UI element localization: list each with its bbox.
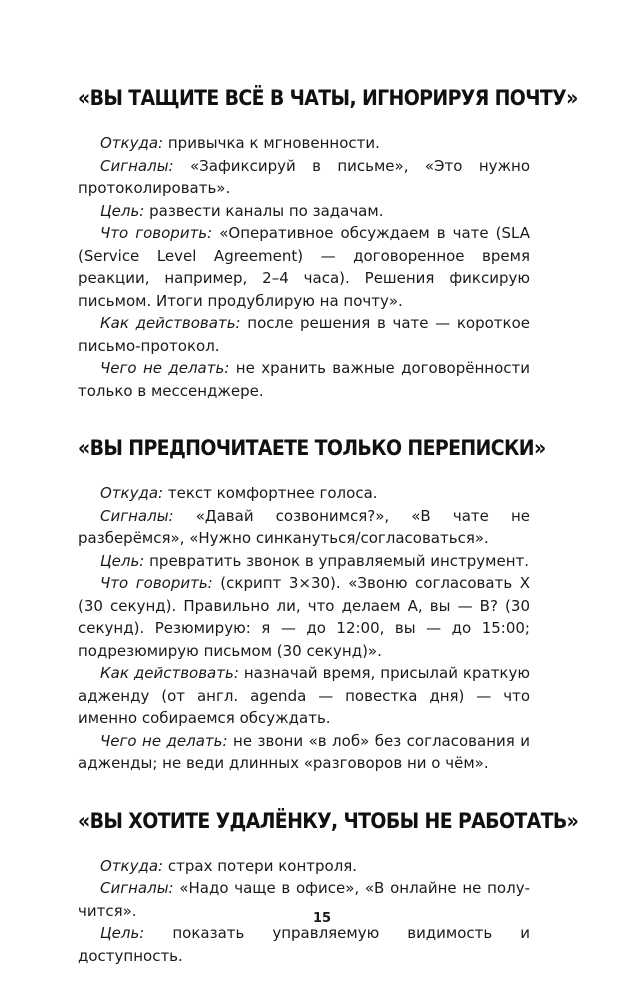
paragraph-goal <box>78 200 530 223</box>
paragraph-text: «Надо чаще в офисе», «В онлайне не получится». <box>78 879 530 920</box>
section-heading: «ВЫ ТАЩИТЕ ВСЁ В ЧАТЫ, ИГНОРИРУЯ ПОЧТУ» <box>78 86 578 110</box>
paragraph-label: Сигналы: <box>100 879 174 897</box>
paragraph-text: привычка к мгновенности. <box>163 134 380 152</box>
paragraph-label: Как действовать: <box>100 664 239 682</box>
paragraph-text: после решения в чате — короткое письмо-протокол. <box>78 314 530 355</box>
paragraph-text: «Оперативное обсуждаем в чате (SLA (Service Level Agreement) — договоренное время реакции, например, 2–4 часа). Решения фиксирую письмом. Итоги продублирую на почту». <box>78 224 531 310</box>
paragraph-text: показать управляемую видимость и доступность. <box>78 924 530 965</box>
paragraph-what-not-to-do <box>78 730 530 775</box>
paragraph-label: Как действовать: <box>100 314 241 332</box>
paragraph-signals <box>78 505 530 550</box>
paragraph-label: Откуда: <box>100 134 164 152</box>
section-chats <box>78 86 578 402</box>
paragraph-signals <box>78 155 530 200</box>
paragraph-label: Сигналы: <box>100 506 174 525</box>
paragraph-label: Цель: <box>100 201 145 220</box>
paragraph-origin <box>78 855 530 878</box>
paragraph-label: Чего не делать: <box>100 359 230 377</box>
page-number: 15 <box>312 911 332 926</box>
section-heading: «ВЫ ПРЕДПОЧИТАЕТЕ ТОЛЬКО ПЕРЕПИСКИ» <box>78 436 546 460</box>
paragraph-how-to-act <box>78 312 530 357</box>
paragraph-text: не звони «в лоб» без согласования и адженды; не веди длинных «разговоров ни о чём». <box>78 731 530 772</box>
paragraph-text: не хранить важные договорённости только в мессенджере. <box>78 359 531 400</box>
paragraph-text: (скрипт 3×30). «Звоню согласовать X (30 секунд). Правильно ли, что делаем A, вы — B? (30 секунд). Резюмирую: я — до 12:00, вы — до 15:00; подрезюмирую письмом (30 секунд)». <box>78 574 530 660</box>
section-only-messages <box>78 436 546 775</box>
paragraph-how-to-act <box>78 662 530 730</box>
section-remote-work <box>78 808 579 968</box>
paragraph-label: Откуда: <box>100 856 164 875</box>
paragraph-label: Цель: <box>100 551 145 570</box>
paragraph-goal <box>78 922 530 967</box>
paragraph-goal <box>78 550 530 573</box>
paragraph-origin <box>78 132 530 155</box>
paragraph-label: Что говорить: <box>100 574 213 592</box>
paragraph-text: текст комфортнее голоса. <box>163 484 378 502</box>
paragraph-text: страх потери контроля. <box>163 856 358 875</box>
section-heading: «ВЫ ХОТИТЕ УДАЛЁНКУ, ЧТОБЫ НЕ РАБОТАТЬ» <box>78 808 579 833</box>
paragraph-text: «Зафиксируй в письме», «Это нужно протоколировать». <box>78 156 530 197</box>
paragraph-text: развести каналы по задачам. <box>144 201 384 220</box>
paragraph-what-to-say <box>78 222 530 312</box>
paragraph-text: «Давай созвонимся?», «В чате не разберёмся», «Нужно синкануться/согласоваться». <box>78 506 530 547</box>
paragraph-label: Что говорить: <box>100 224 213 242</box>
paragraph-what-to-say <box>78 572 530 662</box>
page-content <box>78 86 579 1001</box>
paragraph-label: Чего не делать: <box>100 731 228 750</box>
paragraph-label: Сигналы: <box>100 156 174 175</box>
paragraph-label: Откуда: <box>100 484 164 502</box>
paragraph-text: превратить звонок в управляемый инструмент. <box>144 551 530 570</box>
paragraph-origin <box>78 482 530 505</box>
paragraph-text: назначай время, присылай краткую адженду (от англ. agenda — повестка дня) — что именно собираемся обсуждать. <box>78 664 530 727</box>
paragraph-what-not-to-do <box>78 357 530 402</box>
paragraph-label: Цель: <box>100 924 145 942</box>
